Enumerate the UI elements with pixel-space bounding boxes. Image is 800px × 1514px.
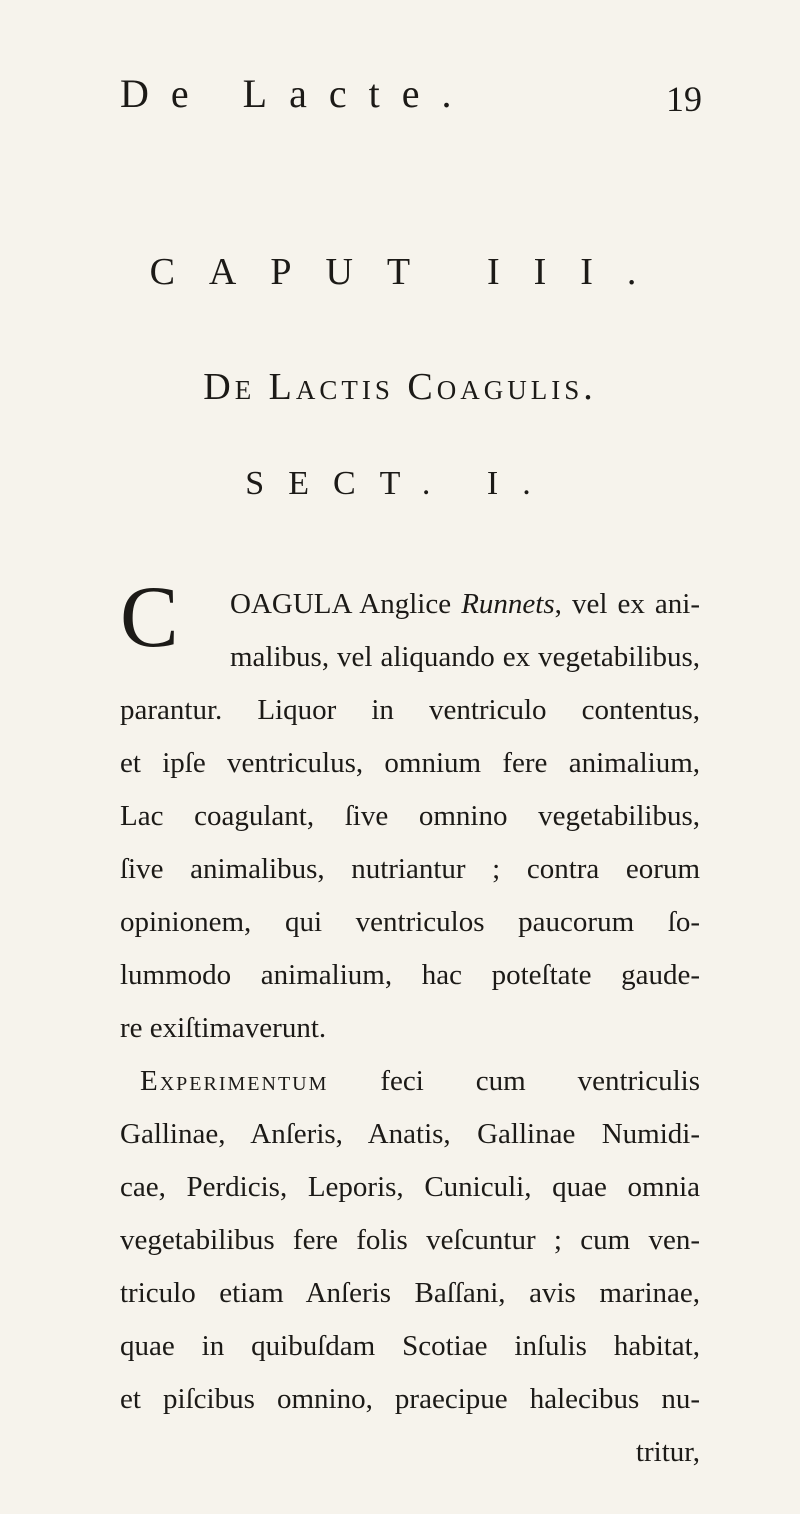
text-line: opinionem, qui ventriculos paucorum ſo- [120, 906, 700, 938]
text-line: parantur. Liquor in ventriculo contentus, [120, 694, 700, 726]
catchword: tritur, [635, 1436, 700, 1468]
text-line: et piſcibus omnino, praecipue halecibus nu- [120, 1383, 700, 1415]
text-line: lummodo animalium, hac poteſtate gaude- [120, 959, 700, 991]
text-line: Lac coagulant, ſive omnino vegetabilibus, [120, 800, 700, 832]
text-line: quae in quibuſdam Scotiae inſulis habitat, [120, 1330, 700, 1362]
body-text [120, 578, 700, 1479]
chapter-title: De Lactis Coagulis. [203, 366, 597, 408]
text-line: vegetabilibus fere folis veſcuntur ; cum ven- [120, 1224, 700, 1256]
section-heading: SECT. I. [245, 465, 555, 502]
text-line: triculo etiam Anſeris Baſſani, avis marinae, [120, 1277, 700, 1309]
text-line: Experimentum feci cum ventriculis [140, 1065, 700, 1097]
text-line: OAGULA Anglice Runnets, vel ex ani- [230, 588, 700, 620]
running-head: De Lacte. [120, 71, 474, 116]
text-line: re exiſtimaverunt. [120, 1012, 327, 1044]
text-line: Gallinae, Anſeris, Anatis, Gallinae Numidi- [120, 1118, 700, 1150]
text-line: ſive animalibus, nutriantur ; contra eorum [120, 853, 700, 885]
text-line: malibus, vel aliquando ex vegetabilibus, [230, 641, 700, 673]
text-line: et ipſe ventriculus, omnium fere animalium, [120, 747, 700, 779]
text-line: cae, Perdicis, Leporis, Cuniculi, quae omnia [120, 1171, 700, 1203]
page-number: 19 [666, 79, 702, 119]
drop-cap: C [120, 569, 179, 666]
chapter-heading: CAPUT III. [149, 251, 671, 293]
